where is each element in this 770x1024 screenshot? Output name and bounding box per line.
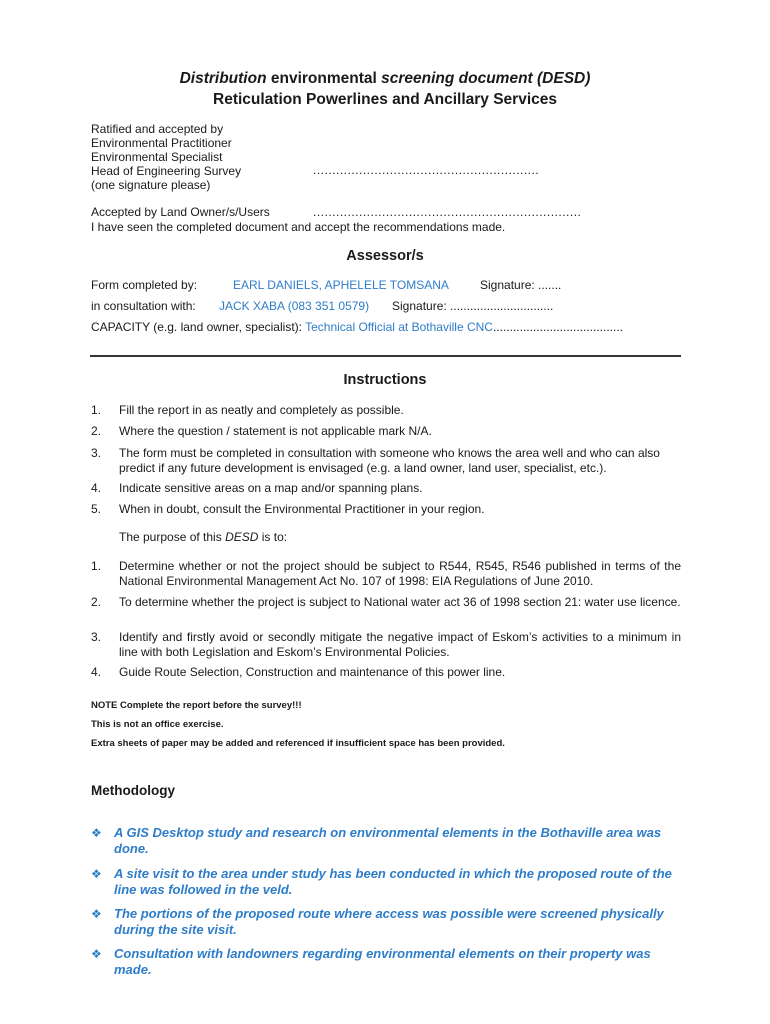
capacity-value[interactable]: Technical Official at Bothaville CNC [305,320,493,334]
title-part1: Distribution [179,70,267,87]
form-completed-label: Form completed by: [91,278,198,292]
purpose-text: To determine whether the project is subject to National water act 36 of 1998 section 21: water use licence. [119,595,681,609]
form-completed-signature[interactable]: Signature: ....... [480,278,562,292]
consultation-signature[interactable]: Signature: ............................... [392,299,554,313]
instruction-text: When in doubt, consult the Environmental Practitioner in your region. [119,502,485,516]
instruction-number: 5. [91,502,102,516]
ratified-line: Environmental Practitioner [91,136,232,150]
diamond-bullet-icon: ❖ [91,907,102,921]
note-line: Extra sheets of paper may be added and referenced if insufficient space has been provided. [91,738,505,749]
purpose-post: is to: [258,530,288,544]
instruction-number: 1. [91,403,102,417]
purpose-number: 1. [91,559,102,573]
ratified-line: Head of Engineering Survey [91,164,242,178]
accepted-statement: I have seen the completed document and accept the recommendations made. [91,220,506,234]
consultation-label: in consultation with: [91,299,196,313]
diamond-bullet-icon: ❖ [91,826,102,840]
diamond-bullet-icon: ❖ [91,867,102,881]
methodology-heading: Methodology [91,783,175,798]
capacity-row [91,320,623,334]
accepted-label: Accepted by Land Owner/s/Users [91,205,270,219]
methodology-bullet: Consultation with landowners regarding environmental elements on their property was made. [114,946,651,977]
section-divider [90,355,681,357]
purpose-italic: DESD [225,530,259,544]
methodology-bullet: A site visit to the area under study has been conducted in which the proposed route of the line was followed in the veld. [114,866,672,897]
purpose-number: 4. [91,665,102,679]
assessors-heading: Assessor/s [346,248,424,264]
instruction-number: 2. [91,424,102,438]
ratified-signature-line[interactable]: ........................................................... [313,163,540,177]
document-title [0,70,770,88]
ratified-line: Environmental Specialist [91,150,223,164]
purpose-text: Determine whether or not the project should be subject to R544, R545, R546 published in terms of the National Environmental Management Act No. 107 of 1998: EIA Regulations of June 2010. [119,559,681,588]
ratified-line: Ratified and accepted by [91,122,224,136]
accepted-signature-line[interactable]: ...................................................................... [313,205,582,219]
instructions-heading: Instructions [343,372,427,388]
instruction-number: 4. [91,481,102,495]
capacity-dots: ....................................... [492,320,623,334]
form-completed-value[interactable]: EARL DANIELS, APHELELE TOMSANA [233,278,449,292]
methodology-bullet: A GIS Desktop study and research on environmental elements in the Bothaville area was done. [114,825,662,856]
note-line: This is not an office exercise. [91,719,224,730]
ratified-line: (one signature please) [91,178,211,192]
title-part2: environmental [266,70,382,87]
instruction-text: The form must be completed in consultation with someone who knows the area well and who can also predict if any future development is envisaged (e.g. a land owner, land user, specialist, etc.). [119,446,660,475]
instruction-text: Fill the report in as neatly and completely as possible. [119,403,404,417]
purpose-number: 3. [91,630,102,644]
purpose-text: Guide Route Selection, Construction and maintenance of this power line. [119,665,506,679]
diamond-bullet-icon: ❖ [91,947,102,961]
purpose-text: Identify and firstly avoid or secondly mitigate the negative impact of Eskom’s activities to a minimum in line with both Legislation and Eskom’s Environmental Policies. [119,630,681,659]
instruction-number: 3. [91,446,102,460]
purpose-number: 2. [91,595,102,609]
capacity-label: CAPACITY (e.g. land owner, specialist): [91,320,302,334]
instruction-text: Where the question / statement is not applicable mark N/A. [119,424,432,438]
purpose-intro [119,530,681,545]
methodology-bullet: The portions of the proposed route where access was possible were screened physically during the site visit. [114,906,664,937]
purpose-pre: The purpose of this [119,530,226,544]
instruction-text: Indicate sensitive areas on a map and/or spanning plans. [119,481,423,495]
consultation-value[interactable]: JACK XABA (083 351 0579) [219,299,370,313]
title-part3: screening document (DESD) [381,70,591,87]
note-line: NOTE Complete the report before the survey!!! [91,700,302,711]
document-subtitle: Reticulation Powerlines and Ancillary Services [213,91,557,108]
